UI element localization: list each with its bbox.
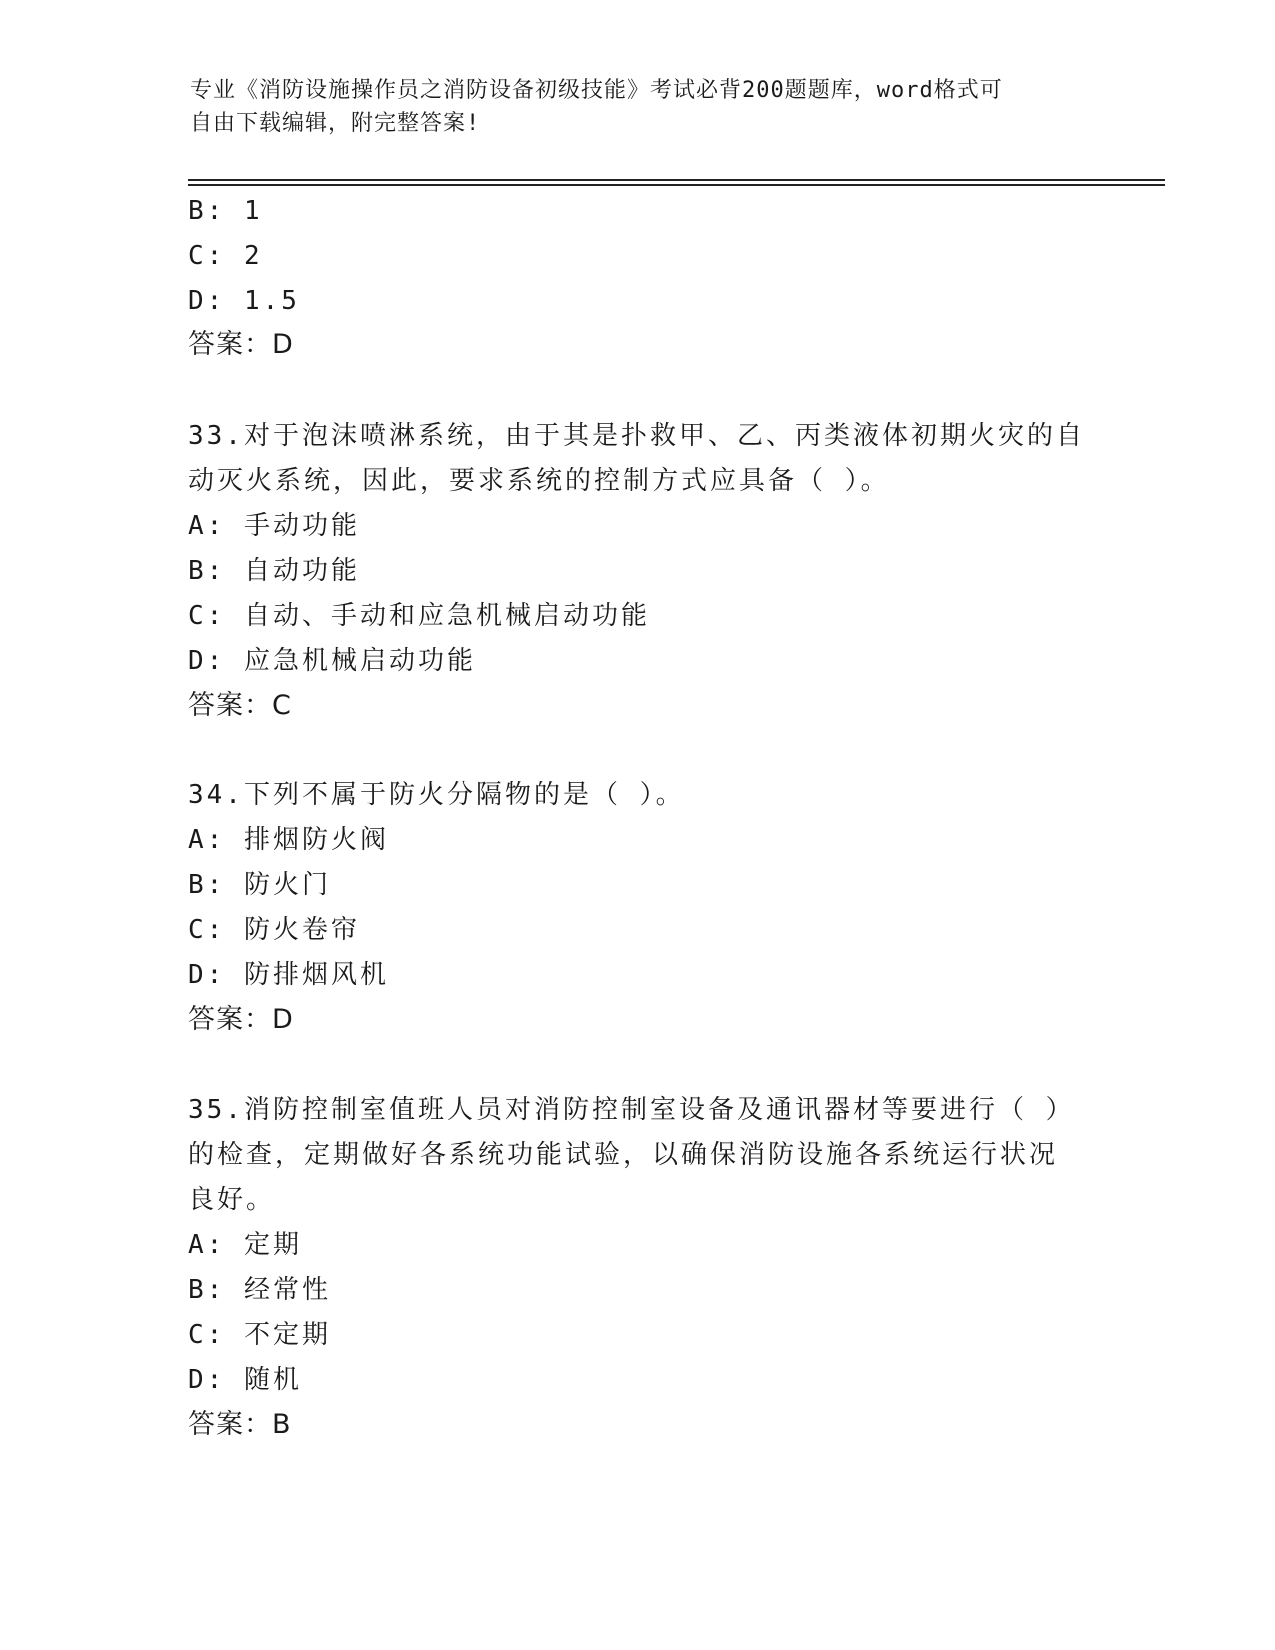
q35-answer: 答案：B (188, 1409, 292, 1440)
q34-option-d: D: 防排烟风机 (188, 960, 389, 990)
q35-stem-line-2: 的检查，定期做好各系统功能试验，以确保消防设施各系统运行状况 (188, 1140, 1059, 1170)
q34-stem-line-1: 34.下列不属于防火分隔物的是（ ）。 (188, 780, 685, 810)
header-line-1: 专业《消防设施操作员之消防设备初级技能》考试必背200题题库，word格式可 (190, 78, 1003, 103)
q35-option-b: B: 经常性 (188, 1275, 331, 1305)
q33-answer: 答案：C (188, 690, 292, 721)
header-divider-bottom (188, 184, 1165, 186)
prev-option-b: B: 1 (188, 196, 263, 226)
q34-option-a: A: 排烟防火阀 (188, 825, 389, 855)
header-line-2: 自由下载编辑，附完整答案! (190, 111, 481, 136)
prev-option-d: D: 1.5 (188, 286, 300, 316)
q34-answer: 答案：D (188, 1004, 294, 1035)
q35-stem-line-1: 35.消防控制室值班人员对消防控制室设备及通讯器材等要进行（ ） (188, 1095, 1075, 1125)
header-divider-top (188, 179, 1165, 181)
q35-stem-line-3: 良好。 (188, 1185, 276, 1215)
q33-option-c: C: 自动、手动和应急机械启动功能 (188, 601, 650, 631)
prev-answer: 答案：D (188, 329, 294, 360)
document-header (190, 74, 1090, 140)
q35-option-d: D: 随机 (188, 1365, 302, 1395)
q33-stem-line-2: 动灭火系统，因此，要求系统的控制方式应具备（ ）。 (188, 466, 890, 496)
q34-option-c: C: 防火卷帘 (188, 915, 360, 945)
q33-option-a: A: 手动功能 (188, 511, 360, 541)
q33-option-d: D: 应急机械启动功能 (188, 646, 476, 676)
q33-stem-line-1: 33.对于泡沫喷淋系统，由于其是扑救甲、乙、丙类液体初期火灾的自 (188, 421, 1085, 451)
q34-option-b: B: 防火门 (188, 870, 331, 900)
q33-option-b: B: 自动功能 (188, 556, 360, 586)
q35-option-a: A: 定期 (188, 1230, 302, 1260)
q35-option-c: C: 不定期 (188, 1320, 331, 1350)
prev-option-c: C: 2 (188, 241, 263, 271)
